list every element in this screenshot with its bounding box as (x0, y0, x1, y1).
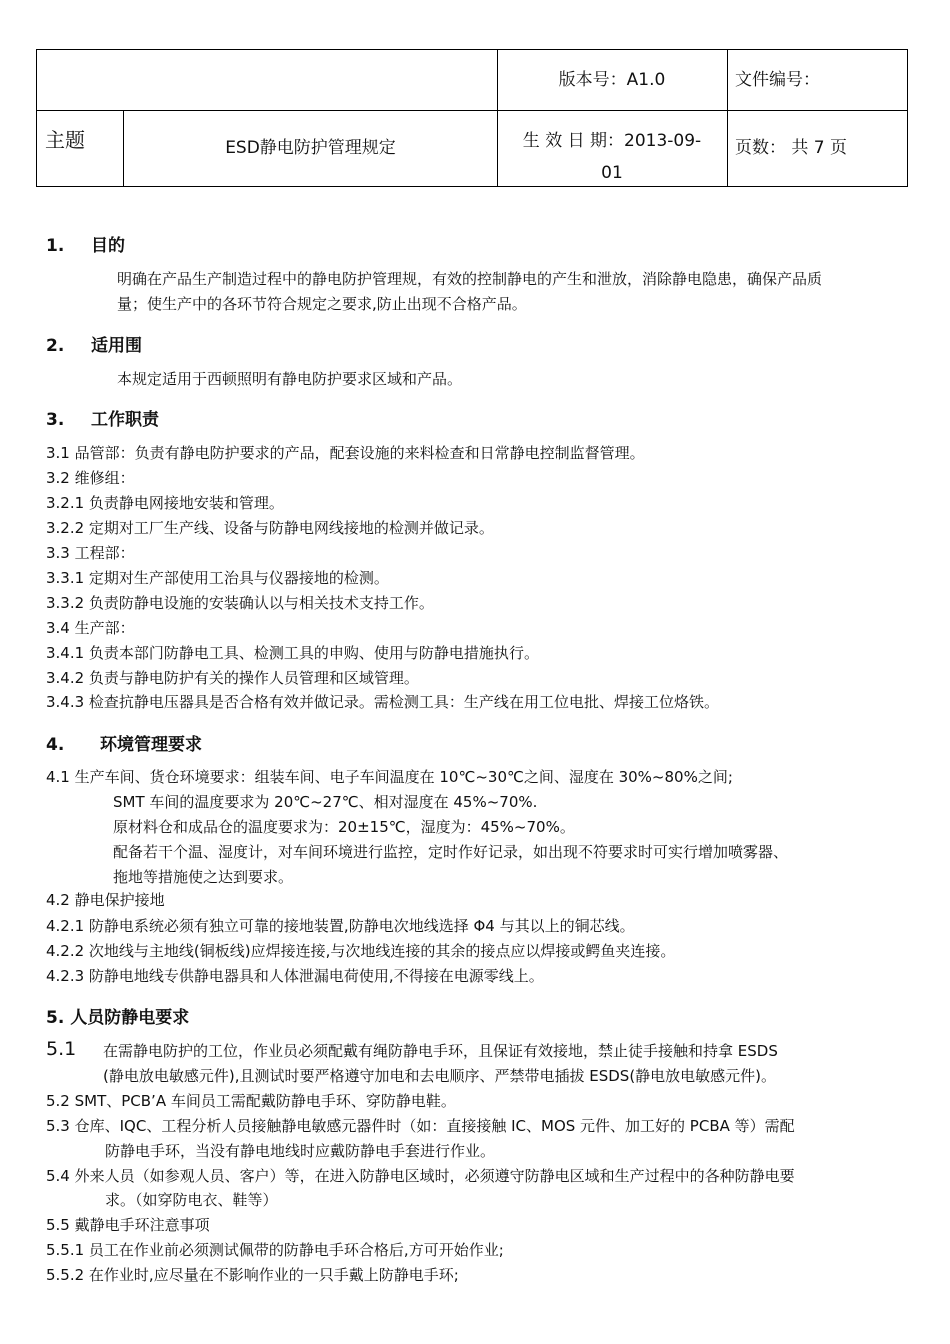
section-3-text: 3.3.1 定期对生产部使用工治具与仪器接地的检测。 (46, 569, 389, 587)
version-label: 版本号：A1.0 (558, 70, 666, 90)
section-3-text: 3.3.2 负责防静电设施的安装确认以与相关技术支持工作。 (46, 594, 434, 612)
section-5-heading (46, 1003, 189, 1028)
section-3-heading (46, 405, 159, 430)
section-4-text: 4.1 生产车间、货仓环境要求：组装车间、电子车间温度在 10℃~30℃之间、湿度在 30%~80%之间; (46, 768, 733, 786)
section-4-text: 4.2.1 防静电系统必须有独立可靠的接地装置,防静电次地线选择 Φ4 与其以上的铜芯线。 (46, 917, 635, 935)
section-3-text: 3.4.2 负责与静电防护有关的操作人员管理和区域管理。 (46, 669, 419, 687)
section-number: 2. (46, 336, 65, 356)
section-number: 3. (46, 410, 65, 430)
section-4-text: SMT 车间的温度要求为 20℃~27℃、相对湿度在 45%~70%. (113, 793, 538, 811)
section-title: 目的 (91, 236, 125, 256)
section-4-text: 4.2.2 次地线与主地线(铜板线)应焊接连接,与次地线连接的其余的接点应以焊接或鳄鱼夹连接。 (46, 942, 676, 960)
section-number: 5. (46, 1008, 65, 1028)
section-5-text: 5.2 SMT、PCB’A 车间员工需配戴防静电手环、穿防静电鞋。 (46, 1092, 456, 1110)
section-3-text: 3.4.3 检查抗静电压器具是否合格有效并做记录。需检测工具：生产线在用工位电批、焊接工位烙铁。 (46, 693, 719, 711)
subject-label: 主题 (45, 128, 85, 152)
section-2-heading (46, 331, 142, 356)
section-5-text: 5.3 仓库、IQC、工程分析人员接触静电敏感元器件时（如：直接接触 IC、MOS 元件、加工好的 PCBA 等）需配 (46, 1117, 795, 1135)
effective-date-line1: 生 效 日 期：2013-09- (522, 131, 702, 151)
section-3-text: 3.4 生产部： (46, 619, 135, 637)
section-3-text: 3.4.1 负责本部门防静电工具、检测工具的申购、使用与防静电措施执行。 (46, 644, 539, 662)
section-2-text: 本规定适用于西顿照明有静电防护要求区域和产品。 (117, 370, 463, 388)
section-title: 工作职责 (91, 410, 159, 430)
section-4-text: 拖地等措施使之达到要求。 (113, 868, 294, 886)
item-5-1-number: 5.1 (46, 1038, 77, 1060)
section-3-text: 3.2.1 负责静电网接地安装和管理。 (46, 494, 284, 512)
section-5-text: 求。（如穿防电衣、鞋等） (105, 1191, 278, 1209)
section-title: 适用围 (91, 336, 142, 356)
section-4-text: 4.2 静电保护接地 (46, 891, 165, 909)
section-3-text: 3.2 维修组： (46, 469, 135, 487)
pages-label: 页数： 共 7 页 (735, 138, 848, 158)
effective-date-line2: 01 (601, 163, 623, 183)
section-5-text: 5.4 外来人员（如参观人员、客户）等，在进入防静电区域时，必须遵守防静电区域和生产过程中的各种防静电要 (46, 1167, 795, 1185)
section-5-text: 在需静电防护的工位，作业员必须配戴有绳防静电手环，且保证有效接地，禁止徒手接触和持拿 ESDS (103, 1042, 778, 1060)
section-3-text: 3.3 工程部： (46, 544, 135, 562)
file-number-label: 文件编号： (735, 70, 820, 90)
section-3-text: 3.2.2 定期对工厂生产线、设备与防静电网线接地的检测并做记录。 (46, 519, 494, 537)
section-4-text: 4.2.3 防静电地线专供静电器具和人体泄漏电荷使用,不得接在电源零线上。 (46, 967, 544, 985)
section-3-text: 3.1 品管部：负责有静电防护要求的产品，配套设施的来料检查和日常静电控制监督管理。 (46, 444, 645, 462)
section-1-text: 明确在产品生产制造过程中的静电防护管理规，有效的控制静电的产生和泄放，消除静电隐患，确保产品质 (117, 270, 823, 288)
header-table (36, 49, 908, 187)
section-5-text: 5.5.1 员工在作业前必须测试佩带的防静电手环合格后,方可开始作业; (46, 1241, 504, 1259)
subject-value: ESD静电防护管理规定 (225, 138, 396, 158)
section-1-text: 量；使生产中的各环节符合规定之要求,防止出现不合格产品。 (117, 295, 527, 313)
section-title: 环境管理要求 (100, 735, 202, 755)
section-4-text: 原材料仓和成品仓的温度要求为：20±15℃，湿度为：45%~70%。 (113, 818, 575, 836)
section-4-heading (46, 730, 202, 755)
section-5-text: 防静电手环，当没有静电地线时应戴防静电手套进行作业。 (105, 1142, 496, 1160)
section-number: 1. (46, 236, 65, 256)
section-5-text: (静电放电敏感元件),且测试时要严格遵守加电和去电顺序、严禁带电插拔 ESDS(静电放电敏感元件)。 (103, 1067, 777, 1085)
section-5-text: 5.5 戴静电手环注意事项 (46, 1216, 210, 1234)
section-title: 人员防静电要求 (70, 1008, 190, 1028)
section-4-text: 配备若干个温、湿度计，对车间环境进行监控，定时作好记录，如出现不符要求时可实行增加喷雾器、 (113, 843, 789, 861)
section-number: 4. (46, 735, 65, 755)
section-1-heading (46, 231, 125, 256)
section-5-text: 5.5.2 在作业时,应尽量在不影响作业的一只手戴上防静电手环; (46, 1266, 459, 1284)
